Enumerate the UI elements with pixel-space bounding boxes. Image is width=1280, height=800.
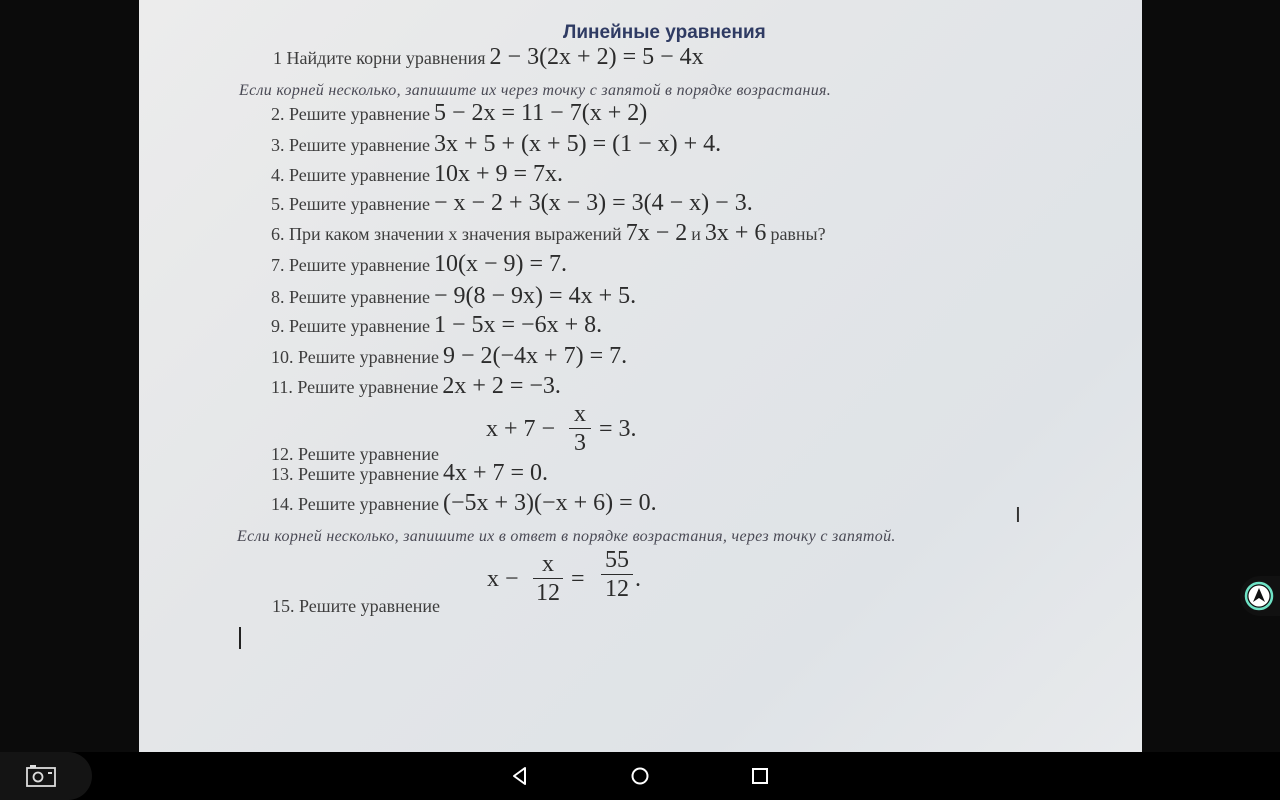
task-label: 12. Решите уравнение [271,444,439,464]
task-equation: 3x + 5 + (x + 5) = (1 − x) + 4. [433,131,722,157]
task-label: 13. Решите уравнение [271,464,439,484]
task-15-fraction-1 [533,550,563,607]
task-label: 15. Решите уравнение [272,596,440,616]
task-11 [271,373,561,400]
task-label: 11. Решите уравнение [271,377,439,397]
fraction-denominator: 12 [533,578,563,607]
task-15-fraction-2 [601,546,633,603]
task-15-period: . [635,566,641,592]
instruction-note-1: Если корней несколько, запишите их через точку с запятой в порядке возрастания. [239,82,832,99]
task-15-equals: = [571,566,585,592]
document-title: Линейные уравнения [563,22,766,43]
task-2 [271,100,647,127]
task-3 [271,131,721,158]
fraction-numerator: x [542,551,554,577]
home-circle-icon [630,766,650,786]
recents-square-icon [750,766,770,786]
task-10 [271,343,627,370]
fraction-denominator: 12 [601,574,633,603]
back-button[interactable] [490,752,550,800]
task-label: 14. Решите уравнение [271,494,439,514]
task-equation: 9 − 2(−4x + 7) = 7. [442,343,628,369]
task-equation: 5 − 2x = 11 − 7(x + 2) [433,100,648,126]
task-12-equation-right: = 3. [599,416,637,442]
task-14 [271,490,657,517]
task-equation: (−5x + 3)(−x + 6) = 0. [442,490,657,516]
task-label: 10. Решите уравнение [271,347,439,367]
expression-1: 7x − 2 [625,220,688,246]
task-15-equation-left: x − [487,566,519,592]
fraction-numerator: x [574,401,586,427]
navigation-arrow-icon [1240,576,1280,616]
task-8 [271,283,636,310]
task-equation: 2 − 3(2x + 2) = 5 − 4x [489,44,704,70]
mouse-ibeam-icon: I [1015,503,1021,527]
task-label: 6. При каком значении x значения выражений [271,224,622,244]
task-equation: − 9(8 − 9x) = 4x + 5. [433,283,637,309]
task-label: 7. Решите уравнение [271,255,430,275]
task-12-equation-left: x + 7 − [486,416,556,442]
task-4 [271,161,563,188]
expression-2: 3x + 6 [704,220,767,246]
task-label: 2. Решите уравнение [271,104,430,124]
task-label: 1 Найдите корни уравнения [273,48,486,68]
text-cursor [239,627,241,649]
task-13 [271,460,548,487]
fraction-denominator: 3 [569,428,591,457]
system-navigation-bar [0,752,1280,800]
task-5 [271,190,753,217]
task-1 [273,44,704,71]
home-button[interactable] [610,752,670,800]
task-12-fraction [569,400,591,457]
task-equation: − x − 2 + 3(x − 3) = 3(4 − x) − 3. [433,190,753,216]
task-label: 9. Решите уравнение [271,316,430,336]
task-label: 4. Решите уравнение [271,165,430,185]
task-equation: 10x + 9 = 7x. [433,161,564,187]
task-label: 5. Решите уравнение [271,194,430,214]
task-6 [271,220,826,247]
task-7 [271,251,567,278]
task-label: 3. Решите уравнение [271,135,430,155]
task-equation: 1 − 5x = −6x + 8. [433,312,603,338]
camera-icon [25,762,65,792]
task-equation: 2x + 2 = −3. [442,373,561,399]
task-equation: 4x + 7 = 0. [442,460,549,486]
task-equation: 10(x − 9) = 7. [433,251,568,277]
task-tail: равны? [770,224,826,244]
task-15 [272,596,440,617]
task-9 [271,312,602,339]
conjunction: и [691,224,701,244]
floating-assist-button[interactable] [1240,576,1280,616]
task-label: 8. Решите уравнение [271,287,430,307]
back-triangle-icon [510,766,530,786]
recents-button[interactable] [730,752,790,800]
fraction-numerator: 55 [605,547,629,573]
instruction-note-2: Если корней несколько, запишите их в ответ в порядке возрастания, через точку с запятой. [237,528,896,545]
screenshot-button[interactable] [0,752,92,800]
document-page [139,0,1142,752]
